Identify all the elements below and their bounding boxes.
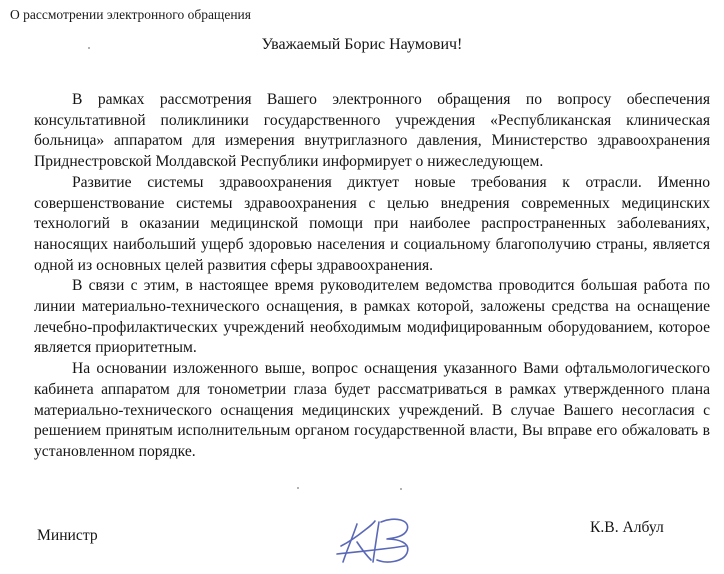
signature-stroke	[373, 522, 379, 562]
paragraph-1: В рамках рассмотрения Вашего электронного обращения по вопросу обеспечения консультативной поликлиники государственного учреждения «Республиканская клиническая больница» аппаратом для измерения внутриглазного давления, Министерство здравоохранения Приднестровской Молдавской Республики информирует о нижеследующем.	[34, 91, 710, 171]
scan-speck	[88, 47, 90, 49]
paragraph-4: На основании изложенного выше, вопрос оснащения указанного Вами офтальмологического кабинета аппаратом для тонометрии глаза будет рассматриваться в рамках утвержденного плана материально-технического оснащения медицинских учреждений. В случае Вашего несогласия с решением принятым исполнительным органом государственной власти, Вы вправе его обжаловать в установленном порядке.	[34, 360, 710, 460]
subject-line: О рассмотрении электронного обращения	[10, 7, 251, 22]
letter-body	[34, 90, 710, 463]
scan-speck	[297, 487, 299, 489]
paragraph-3: В связи с этим, в настоящее время руководителем ведомства проводится большая работа по линии материально-технического оснащения, в рамках которой, заложены средства на оснащение лечебно-профилактических учреждений необходимым модифицированным оборудованием, которое является приоритетным.	[34, 277, 710, 357]
signature-stroke	[377, 519, 408, 562]
salutation: Уважаемый Борис Наумович!	[261, 36, 463, 53]
scan-speck	[400, 488, 402, 490]
handwritten-signature	[335, 512, 425, 568]
paragraph-2: Развитие системы здравоохранения диктует новые требования к отрасли. Именно совершенствование системы здравоохранения с целью внедрения современных медицинских технологий в оказании медицинской помощи при наиболее распространенных заболеваниях, наносящих наибольший ущерб здоровью населения и социальному благополучию страны, является одной из основных целей развития сферы здравоохранения.	[34, 173, 710, 274]
signatory-name: К.В. Албул	[590, 519, 664, 536]
signatory-title: Министр	[37, 527, 98, 544]
